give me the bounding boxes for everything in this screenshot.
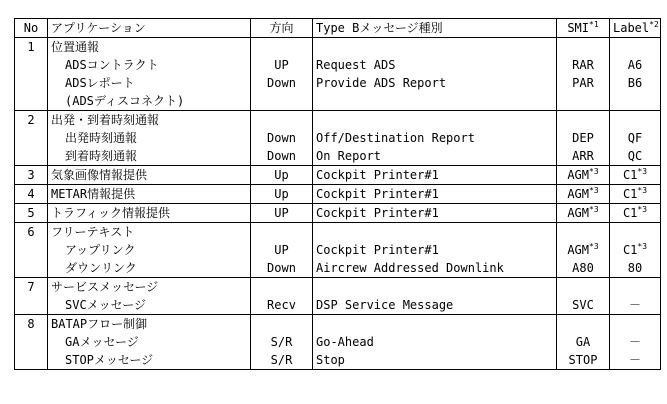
smi-line [560,166,606,184]
header-label [610,19,661,38]
application-line-text: フリーテキスト [51,225,135,239]
direction-line [254,185,309,203]
label-cell [610,278,661,315]
row-number-cell [15,185,48,204]
label-cell [610,315,661,370]
message-type-line-text: Provide ADS Report [316,76,447,90]
message-type-line [316,333,553,351]
message-type-line-text: Cockpit Printer#1 [316,206,439,220]
direction-line-text: S/R [270,335,293,349]
smi-cell [557,38,610,111]
smi-footnote-mark: *3 [589,186,599,195]
label-line [613,296,657,314]
message-type-line-text: On Report [316,149,382,163]
direction-cell [251,111,313,166]
application-cell [48,111,251,166]
label-line [613,111,657,129]
application-line [51,185,247,203]
label-line [613,92,657,110]
header-message-type: Type Bメッセージ種別 [313,19,557,38]
application-line [51,351,247,369]
direction-line [254,147,309,165]
row-number-cell [15,223,48,278]
table-row [15,111,661,166]
application-cell [48,315,251,370]
application-line-text: 気象画像情報提供 [51,168,148,182]
direction-line-text: Recv [267,298,296,312]
application-cell [48,166,251,185]
row-number: 1 [27,40,35,54]
message-type-cell [313,278,557,315]
direction-line-text: Down [267,76,296,90]
smi-line [560,38,606,56]
application-line-text: 出発時刻通報 [65,131,138,145]
label-footnote-mark: *3 [637,167,648,176]
smi-cell [557,185,610,204]
label-cell [610,223,661,278]
message-type-line [316,147,553,165]
label-line-text: C1 [622,243,638,257]
label-cell [610,111,661,166]
header-application: アプリケーション [48,19,251,38]
direction-line-text: Down [267,131,296,145]
header-smi-note: *1 [589,20,599,29]
smi-cell [557,315,610,370]
smi-line [560,351,606,369]
application-line-text: 出発・到着時刻通報 [51,113,160,127]
message-type-cell [313,111,557,166]
direction-cell [251,204,313,223]
application-line [51,278,247,296]
smi-line-text: A80 [572,261,594,275]
application-line [51,38,247,56]
message-type-line [316,38,553,56]
row-number: 6 [27,225,35,239]
message-type-line [316,259,553,277]
direction-line [254,241,309,259]
label-line-text: B6 [627,76,643,90]
application-line [51,129,247,147]
application-cell [48,278,251,315]
label-line [613,147,657,165]
application-line [51,111,247,129]
application-line [51,259,247,277]
message-type-line [316,296,553,314]
message-type-cell [313,315,557,370]
message-type-line-text: Request ADS [316,58,396,72]
direction-line-text: Up [274,168,289,182]
direction-cell [251,315,313,370]
smi-line [560,278,606,296]
label-line [613,74,657,92]
smi-cell [557,278,610,315]
message-type-line [316,223,553,241]
row-number: 3 [27,168,35,182]
message-type-cell [313,38,557,111]
smi-cell [557,166,610,185]
message-type-line-text: Cockpit Printer#1 [316,168,439,182]
table-row [15,278,661,315]
row-number: 8 [27,317,35,331]
smi-line [560,259,606,277]
label-line-text: QF [627,131,643,145]
application-line-text: 到着時刻通報 [65,149,138,163]
header-row [15,19,661,38]
application-cell [48,223,251,278]
smi-line-text: AGM [567,187,590,201]
direction-line [254,223,309,241]
application-line [51,204,247,222]
application-line-text: METAR情報提供 [51,187,136,201]
application-line [51,56,247,74]
direction-line [254,315,309,333]
direction-line [254,166,309,184]
smi-line [560,241,606,259]
label-line-text: C1 [622,168,638,182]
direction-line [254,296,309,314]
application-line-text: SVCメッセージ [65,298,146,312]
direction-line [254,74,309,92]
application-line-text: サービスメッセージ [51,280,159,294]
label-footnote-mark: *3 [637,242,648,251]
label-line-text: C1 [622,187,638,201]
label-line [613,223,657,241]
direction-line [254,56,309,74]
row-number: 7 [27,280,35,294]
header-no: No [15,19,48,38]
application-cell [48,38,251,111]
table-row [15,315,661,370]
application-line-text: BATAPフロー制御 [51,317,148,331]
application-line [51,223,247,241]
label-line [613,56,657,74]
label-line-text: C1 [622,206,638,220]
message-type-line-text: Aircrew Addressed Downlink [316,261,504,275]
direction-line-text: Up [274,187,289,201]
row-number-cell [15,38,48,111]
label-line [613,351,657,369]
header-direction: 方向 [251,19,313,38]
row-number: 4 [27,187,35,201]
message-type-line-text: Cockpit Printer#1 [316,187,439,201]
direction-cell [251,185,313,204]
message-type-line-text: Cockpit Printer#1 [316,243,439,257]
message-type-line [316,111,553,129]
smi-line-text: DEP [572,131,594,145]
smi-cell [557,111,610,166]
row-number-cell [15,315,48,370]
message-type-line [316,129,553,147]
label-line-text: － [628,335,641,349]
smi-line [560,204,606,222]
message-type-line-text: Go-Ahead [316,335,374,349]
label-cell [610,38,661,111]
smi-line [560,147,606,165]
direction-line [254,259,309,277]
smi-line [560,315,606,333]
message-type-line [316,92,553,110]
application-line-text: (ADSディスコネクト) [65,94,185,108]
application-line [51,166,247,184]
direction-line [254,111,309,129]
header-smi-text: SMI [567,21,590,35]
message-type-line-text: Stop [316,353,345,367]
message-type-cell [313,166,557,185]
row-number-cell [15,166,48,185]
message-type-line-text: Off/Destination Report [316,131,475,145]
message-type-line [316,315,553,333]
label-line [613,38,657,56]
table-row [15,166,661,185]
header-label-text: Label [613,21,650,35]
direction-line [254,92,309,110]
label-line [613,315,657,333]
application-line [51,241,247,259]
smi-line-text: AGM [567,243,590,257]
label-cell [610,166,661,185]
direction-line-text: UP [274,58,289,72]
header-label-note: *2 [649,20,659,29]
application-line-text: STOPメッセージ [65,353,154,367]
label-cell [610,204,661,223]
message-type-line-text: DSP Service Message [316,298,454,312]
label-line [613,278,657,296]
row-number: 5 [27,206,35,220]
application-cell [48,204,251,223]
header-smi [557,19,610,38]
row-number-cell [15,204,48,223]
message-type-line [316,166,553,184]
table-body [15,38,661,370]
application-line-text: 位置通報 [51,40,100,54]
label-cell [610,185,661,204]
smi-line [560,56,606,74]
smi-line [560,111,606,129]
label-line [613,241,657,259]
smi-line-text: ARR [572,149,594,163]
smi-line [560,129,606,147]
label-line-text: QC [627,149,643,163]
direction-cell [251,38,313,111]
smi-footnote-mark: *3 [589,167,599,176]
application-line-text: GAメッセージ [65,335,139,349]
message-type-line [316,351,553,369]
direction-line [254,278,309,296]
table-row [15,38,661,111]
smi-cell [557,223,610,278]
smi-line [560,185,606,203]
direction-line-text: S/R [270,353,293,367]
direction-cell [251,223,313,278]
smi-line-text: AGM [567,206,590,220]
row-number: 2 [27,113,35,127]
smi-line [560,296,606,314]
label-footnote-mark: *3 [637,186,648,195]
message-type-cell [313,204,557,223]
message-type-line [316,74,553,92]
smi-line-text: PAR [572,76,594,90]
smi-line [560,74,606,92]
smi-line [560,223,606,241]
smi-line-text: SVC [572,298,594,312]
label-line [613,129,657,147]
application-line-text: ADSレポート [65,76,135,90]
application-line [51,147,247,165]
message-type-line [316,56,553,74]
smi-footnote-mark: *3 [589,242,599,251]
label-line-text: 80 [627,261,643,275]
application-line-text: ダウンリンク [65,261,137,275]
table-row [15,223,661,278]
smi-line-text: AGM [567,168,590,182]
direction-cell [251,278,313,315]
direction-line [254,204,309,222]
direction-line [254,351,309,369]
smi-line [560,92,606,110]
label-line [613,333,657,351]
message-type-line [316,185,553,203]
message-type-line [316,278,553,296]
label-line [613,166,657,184]
application-cell [48,185,251,204]
label-line [613,204,657,222]
smi-line-text: STOP [568,353,598,367]
direction-line-text: Down [267,149,296,163]
label-line-text: A6 [627,58,643,72]
application-line [51,296,247,314]
application-line-text: ADSコントラクト [65,58,159,72]
label-footnote-mark: *3 [637,205,648,214]
smi-cell [557,204,610,223]
row-number-cell [15,278,48,315]
label-line [613,259,657,277]
application-line [51,92,247,110]
label-line [613,185,657,203]
application-line-text: トラフィック情報提供 [51,206,171,220]
application-line [51,315,247,333]
direction-line-text: UP [274,243,289,257]
message-type-line [316,204,553,222]
label-line-text: － [628,298,641,312]
direction-line-text: Down [267,261,296,275]
application-line-text: アップリンク [65,243,136,257]
smi-line [560,333,606,351]
row-number-cell [15,111,48,166]
label-line-text: － [628,353,641,367]
direction-line [254,333,309,351]
table-row [15,204,661,223]
smi-line-text: GA [575,335,591,349]
table-row [15,185,661,204]
application-line [51,333,247,351]
message-type-cell [313,185,557,204]
application-message-table [14,18,661,370]
smi-footnote-mark: *3 [589,205,599,214]
direction-line-text: UP [274,206,289,220]
direction-line [254,38,309,56]
message-type-cell [313,223,557,278]
smi-line-text: RAR [572,58,594,72]
direction-cell [251,166,313,185]
application-line [51,74,247,92]
message-type-line [316,241,553,259]
direction-line [254,129,309,147]
